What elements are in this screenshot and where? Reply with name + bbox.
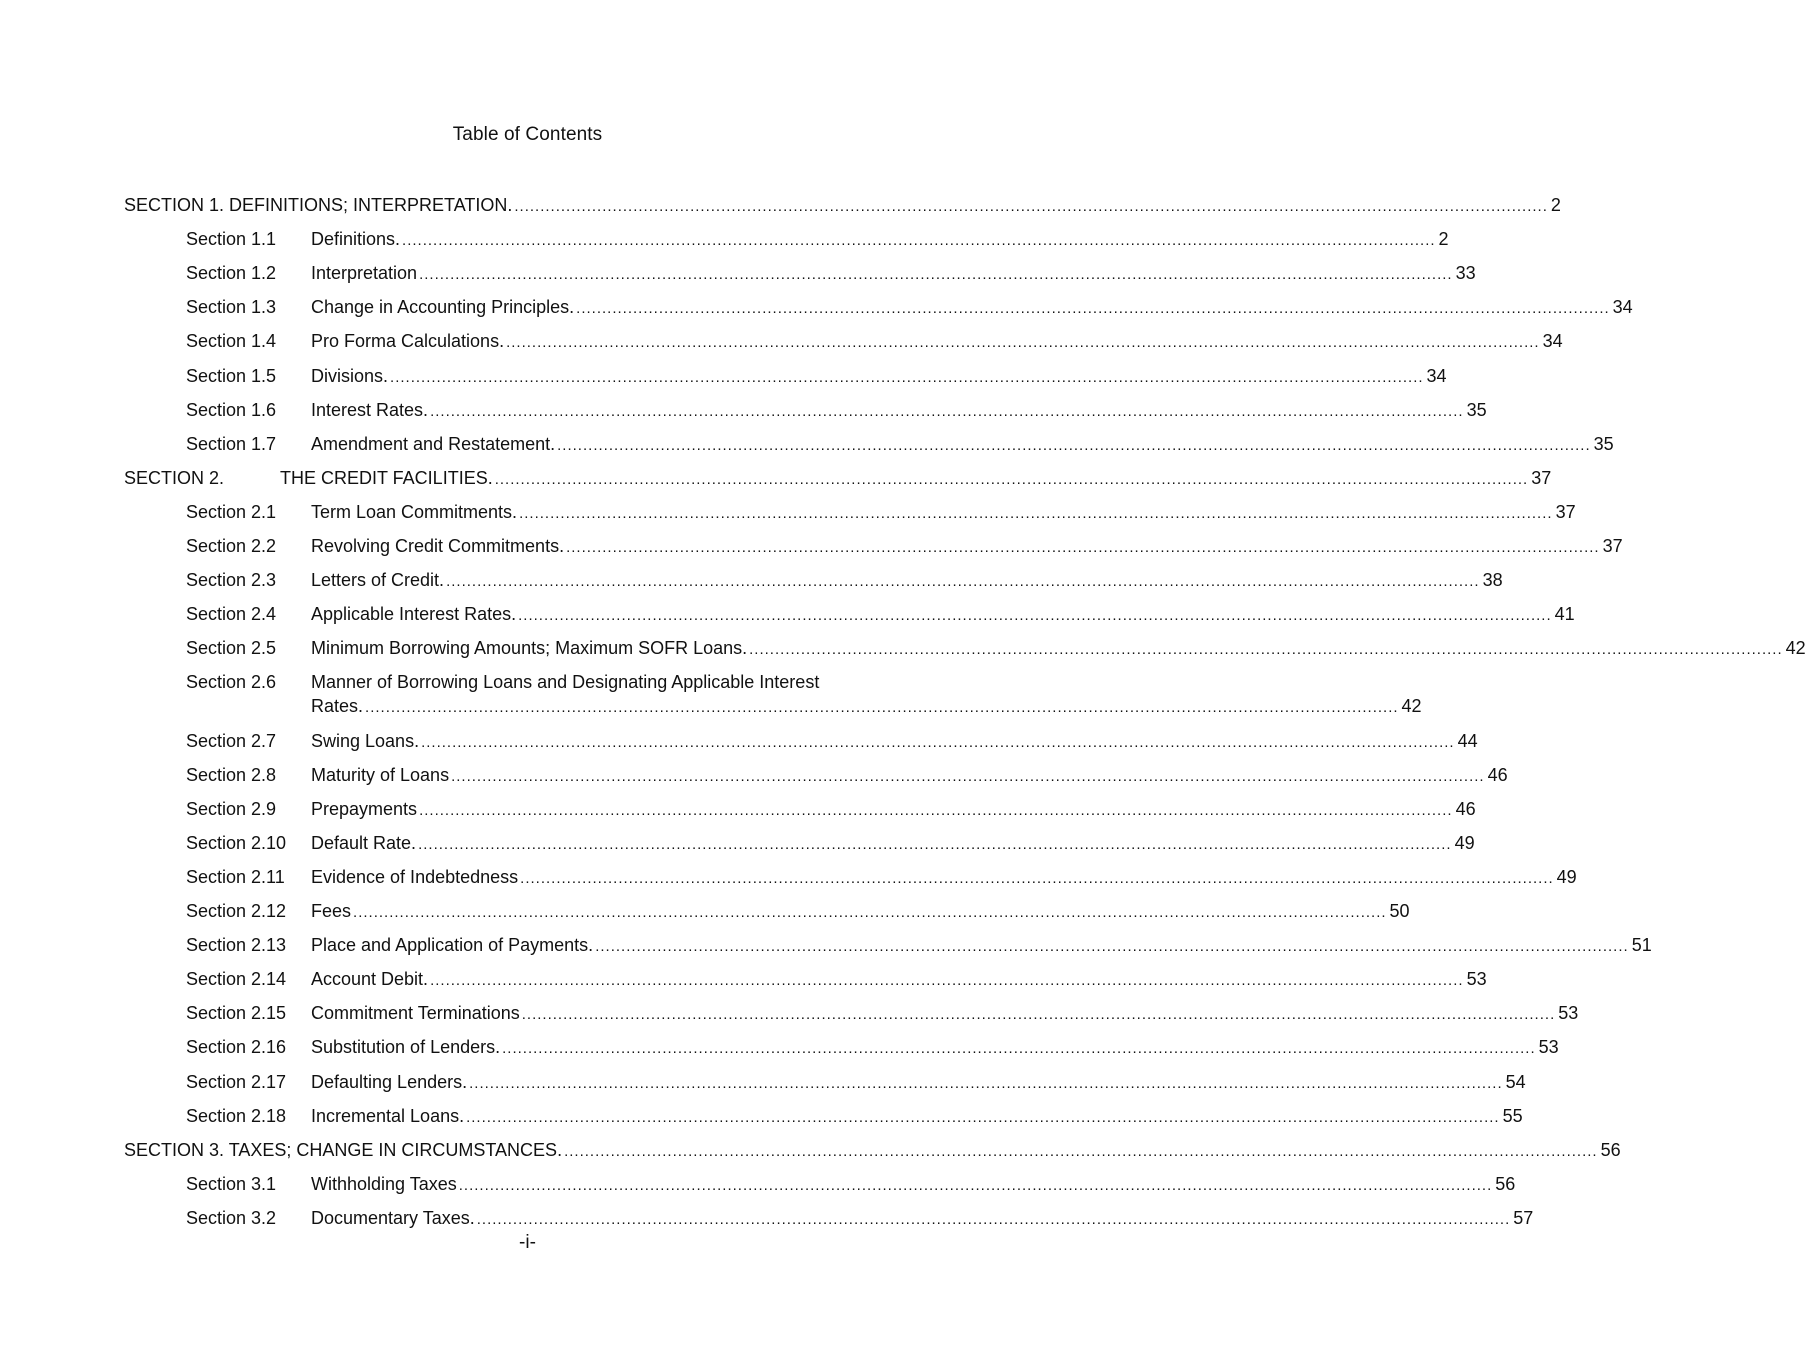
toc-entry-title[interactable]: Pro Forma Calculations. bbox=[311, 331, 505, 351]
toc-section-number: Section 2.4 bbox=[186, 604, 277, 624]
dot-leader: ........................................................................................................................................................................................................ bbox=[494, 471, 1529, 488]
toc-entry-title[interactable]: Swing Loans. bbox=[311, 731, 420, 751]
toc-entry-title[interactable]: Maturity of Loans bbox=[311, 765, 450, 785]
toc-page-number[interactable]: 37 bbox=[1555, 502, 1576, 522]
toc-page-number[interactable]: 35 bbox=[1593, 434, 1614, 454]
toc-section-entry[interactable] bbox=[0, 467, 1552, 489]
toc-subsection-entry[interactable] bbox=[0, 900, 1410, 922]
toc-subsection-entry[interactable] bbox=[0, 501, 1576, 523]
toc-section-number: Section 2.16 bbox=[186, 1037, 287, 1057]
toc-leader-line bbox=[311, 695, 1422, 719]
toc-subsection-entry[interactable] bbox=[0, 832, 1475, 854]
toc-page-number[interactable]: 37 bbox=[1531, 468, 1552, 488]
toc-page-number[interactable]: 53 bbox=[1466, 969, 1487, 989]
toc-page-number[interactable]: 34 bbox=[1612, 297, 1633, 317]
toc-subsection-entry[interactable] bbox=[0, 569, 1503, 591]
dot-leader: ........................................................................................................................................................................................................ bbox=[749, 641, 1783, 658]
toc-page-number[interactable]: 57 bbox=[1513, 1208, 1534, 1228]
toc-leader-line bbox=[311, 1071, 1526, 1095]
toc-section-number: Section 2.18 bbox=[186, 1106, 287, 1126]
toc-section-number: Section 1.3 bbox=[186, 297, 277, 317]
toc-section-number: Section 2.10 bbox=[186, 833, 287, 853]
toc-entry-title[interactable]: Term Loan Commitments. bbox=[311, 502, 518, 522]
toc-leader-line bbox=[311, 1002, 1579, 1026]
toc-section-number: Section 2.12 bbox=[186, 901, 287, 921]
dot-leader: ........................................................................................................................................................................................................ bbox=[514, 198, 1548, 215]
toc-subsection-entry[interactable] bbox=[0, 399, 1487, 421]
toc-leader-line bbox=[311, 228, 1449, 252]
toc-entry-title[interactable]: Minimum Borrowing Amounts; Maximum SOFR Loans. bbox=[311, 638, 748, 658]
toc-page-number[interactable]: 34 bbox=[1426, 366, 1447, 386]
dot-leader: ........................................................................................................................................................................................................ bbox=[458, 1177, 1493, 1194]
toc-leader-line bbox=[311, 433, 1614, 457]
toc-subsection-entry[interactable] bbox=[0, 1002, 1579, 1024]
toc-section-number: Section 2.3 bbox=[186, 570, 277, 590]
toc-entry-title[interactable]: Incremental Loans. bbox=[311, 1106, 465, 1126]
toc-subsection-entry[interactable] bbox=[0, 330, 1563, 352]
toc-entry-title[interactable]: Defaulting Lenders. bbox=[311, 1072, 468, 1092]
toc-entry-title[interactable]: THE CREDIT FACILITIES. bbox=[280, 468, 493, 488]
toc-page-number[interactable]: 38 bbox=[1482, 570, 1503, 590]
toc-entry-title[interactable]: Place and Application of Payments. bbox=[311, 935, 594, 955]
toc-entry-title[interactable]: Definitions. bbox=[311, 229, 401, 249]
toc-page-number[interactable]: 56 bbox=[1495, 1174, 1516, 1194]
toc-section-number: Section 2.2 bbox=[186, 536, 277, 556]
toc-section-number: Section 2.6 bbox=[186, 672, 277, 692]
toc-page-number[interactable]: 2 bbox=[1550, 195, 1561, 215]
toc-page-number[interactable]: 34 bbox=[1542, 331, 1563, 351]
toc-leader-line bbox=[311, 764, 1508, 788]
toc-page-number[interactable]: 42 bbox=[1785, 638, 1806, 658]
page-number-footer: -i- bbox=[519, 1232, 536, 1253]
toc-section-number: Section 3.1 bbox=[186, 1174, 277, 1194]
toc-section-number: Section 2.14 bbox=[186, 969, 287, 989]
toc-section-number: SECTION 2. bbox=[124, 468, 225, 488]
toc-page-number[interactable]: 35 bbox=[1466, 400, 1487, 420]
toc-leader-line bbox=[311, 968, 1487, 992]
toc-section-number: Section 2.11 bbox=[186, 867, 285, 887]
dot-leader: ........................................................................................................................................................................................................ bbox=[402, 232, 1436, 249]
toc-entry-title[interactable]: Rates. bbox=[311, 696, 364, 716]
toc-leader-line bbox=[311, 296, 1633, 320]
dot-leader: ........................................................................................................................................................................................................ bbox=[519, 505, 1553, 522]
toc-leader-line bbox=[311, 1036, 1559, 1060]
toc-subsection-entry[interactable] bbox=[0, 1105, 1523, 1127]
toc-subsection-entry[interactable] bbox=[0, 1036, 1559, 1058]
toc-entry-title[interactable]: Prepayments bbox=[311, 799, 418, 819]
toc-page-number[interactable]: 46 bbox=[1455, 799, 1476, 819]
toc-entry-title[interactable]: Commitment Terminations bbox=[311, 1003, 520, 1023]
toc-leader-line bbox=[311, 1173, 1516, 1197]
toc-entry-title[interactable]: Divisions. bbox=[311, 366, 389, 386]
toc-section-number: Section 2.7 bbox=[186, 731, 277, 751]
toc-subsection-entry[interactable] bbox=[0, 535, 1623, 557]
toc-page-number[interactable]: 41 bbox=[1554, 604, 1575, 624]
toc-subsection-entry[interactable] bbox=[0, 365, 1447, 387]
toc-section-number: Section 3.2 bbox=[186, 1208, 277, 1228]
toc-entry-title[interactable]: Manner of Borrowing Loans and Designating Applicable Interest bbox=[311, 672, 820, 692]
toc-page-number[interactable]: 51 bbox=[1631, 935, 1652, 955]
toc-page-number[interactable]: 53 bbox=[1558, 1003, 1579, 1023]
dot-leader: ........................................................................................................................................................................................................ bbox=[520, 870, 1554, 887]
toc-entry-title[interactable]: Withholding Taxes bbox=[311, 1174, 457, 1194]
toc-entry-title[interactable]: SECTION 1. DEFINITIONS; INTERPRETATION. bbox=[124, 195, 513, 215]
toc-leader-line bbox=[311, 832, 1475, 856]
toc-page-number[interactable]: 33 bbox=[1455, 263, 1476, 283]
toc-entry-title[interactable]: Interpretation bbox=[311, 263, 418, 283]
dot-leader: ........................................................................................................................................................................................................ bbox=[502, 1040, 1536, 1057]
toc-subsection-entry[interactable] bbox=[0, 764, 1508, 786]
dot-leader: ........................................................................................................................................................................................................ bbox=[446, 573, 1480, 590]
toc-leader-line bbox=[311, 262, 1476, 286]
toc-leader-line bbox=[311, 934, 1652, 958]
dot-leader: ........................................................................................................................................................................................................ bbox=[418, 836, 1452, 853]
dot-leader: ........................................................................................................................................................................................................ bbox=[466, 1109, 1500, 1126]
toc-page-number[interactable]: 46 bbox=[1487, 765, 1508, 785]
toc-page-number[interactable]: 49 bbox=[1454, 833, 1475, 853]
dot-leader: ........................................................................................................................................................................................................ bbox=[430, 403, 1464, 420]
toc-leader-line bbox=[311, 603, 1575, 627]
toc-section-number: Section 1.7 bbox=[186, 434, 277, 454]
toc-entry-title[interactable]: Revolving Credit Commitments. bbox=[311, 536, 565, 556]
toc-entry-title[interactable]: Amendment and Restatement. bbox=[311, 434, 556, 454]
toc-leader-line bbox=[280, 467, 1552, 491]
toc-entry-title[interactable]: SECTION 3. TAXES; CHANGE IN CIRCUMSTANCES. bbox=[124, 1140, 563, 1160]
dot-leader: ........................................................................................................................................................................................................ bbox=[564, 1143, 1598, 1160]
toc-section-number: Section 2.5 bbox=[186, 638, 277, 658]
dot-leader: ........................................................................................................................................................................................................ bbox=[518, 607, 1552, 624]
toc-page-number[interactable]: 37 bbox=[1602, 536, 1623, 556]
toc-subsection-entry[interactable] bbox=[0, 968, 1487, 990]
toc-section-number: Section 2.17 bbox=[186, 1072, 287, 1092]
toc-entry-title[interactable]: Applicable Interest Rates. bbox=[311, 604, 517, 624]
toc-page-number[interactable]: 56 bbox=[1600, 1140, 1621, 1160]
toc-section-number: Section 2.15 bbox=[186, 1003, 287, 1023]
toc-subsection-entry[interactable] bbox=[0, 671, 1422, 717]
toc-subsection-entry[interactable] bbox=[0, 228, 1449, 250]
toc-section-number: Section 1.4 bbox=[186, 331, 277, 351]
dot-leader: ........................................................................................................................................................................................................ bbox=[419, 802, 1453, 819]
toc-subsection-entry[interactable] bbox=[0, 262, 1476, 284]
toc-section-number: Section 1.6 bbox=[186, 400, 277, 420]
dot-leader: ........................................................................................................................................................................................................ bbox=[451, 768, 1485, 785]
toc-page-number[interactable]: 49 bbox=[1556, 867, 1577, 887]
toc-subsection-entry[interactable] bbox=[0, 1173, 1516, 1195]
toc-subsection-entry[interactable] bbox=[0, 1071, 1526, 1093]
toc-section-entry[interactable] bbox=[0, 1139, 1621, 1161]
toc-page-number[interactable]: 44 bbox=[1457, 731, 1478, 751]
dot-leader: ........................................................................................................................................................................................................ bbox=[365, 699, 1399, 716]
toc-page-number[interactable]: 53 bbox=[1538, 1037, 1559, 1057]
toc-entry-title[interactable]: Evidence of Indebtedness bbox=[311, 867, 519, 887]
toc-entry-title[interactable]: Letters of Credit. bbox=[311, 570, 445, 590]
toc-subsection-entry[interactable] bbox=[0, 866, 1577, 888]
toc-section-number: Section 2.13 bbox=[186, 935, 287, 955]
toc-leader-line bbox=[124, 194, 1561, 218]
dot-leader: ........................................................................................................................................................................................................ bbox=[390, 369, 1424, 386]
dot-leader: ........................................................................................................................................................................................................ bbox=[419, 266, 1453, 283]
toc-subsection-entry[interactable] bbox=[0, 433, 1614, 455]
toc-section-number: Section 1.2 bbox=[186, 263, 277, 283]
toc-section-entry[interactable] bbox=[0, 194, 1561, 216]
toc-subsection-entry[interactable] bbox=[0, 296, 1633, 318]
toc-page-number[interactable]: 42 bbox=[1401, 696, 1422, 716]
toc-entry-title[interactable]: Fees bbox=[311, 901, 352, 921]
dot-leader: ........................................................................................................................................................................................................ bbox=[595, 938, 1629, 955]
toc-leader-line bbox=[311, 1105, 1523, 1129]
toc-leader-line bbox=[311, 399, 1487, 423]
toc-leader-line bbox=[311, 730, 1478, 754]
dot-leader: ........................................................................................................................................................................................................ bbox=[430, 972, 1464, 989]
toc-entry-title[interactable]: Account Debit. bbox=[311, 969, 429, 989]
toc-entry-title[interactable]: Substitution of Lenders. bbox=[311, 1037, 501, 1057]
toc-page-number[interactable]: 50 bbox=[1389, 901, 1410, 921]
dot-leader: ........................................................................................................................................................................................................ bbox=[566, 539, 1600, 556]
dot-leader: ........................................................................................................................................................................................................ bbox=[576, 300, 1610, 317]
toc-entry-title[interactable]: Interest Rates. bbox=[311, 400, 429, 420]
dot-leader: ........................................................................................................................................................................................................ bbox=[469, 1075, 1503, 1092]
toc-entry-title[interactable]: Default Rate. bbox=[311, 833, 417, 853]
dot-leader: ........................................................................................................................................................................................................ bbox=[353, 904, 1387, 921]
toc-section-number: Section 1.1 bbox=[186, 229, 277, 249]
toc-leader-line bbox=[311, 330, 1563, 354]
dot-leader: ........................................................................................................................................................................................................ bbox=[476, 1211, 1511, 1228]
toc-leader-line bbox=[311, 637, 1806, 661]
toc-subsection-entry[interactable] bbox=[0, 730, 1478, 752]
toc-leader-line bbox=[311, 1207, 1534, 1231]
toc-leader-line bbox=[311, 900, 1410, 924]
toc-subsection-entry[interactable] bbox=[0, 603, 1575, 625]
toc-subsection-entry[interactable] bbox=[0, 934, 1652, 956]
toc-leader-line bbox=[311, 535, 1623, 559]
dot-leader: ........................................................................................................................................................................................................ bbox=[557, 437, 1591, 454]
page-title: Table of Contents bbox=[452, 124, 603, 145]
dot-leader: ........................................................................................................................................................................................................ bbox=[421, 734, 1455, 751]
toc-page-number[interactable]: 54 bbox=[1505, 1072, 1526, 1092]
toc-section-number: Section 2.8 bbox=[186, 765, 277, 785]
toc-leader-line bbox=[311, 569, 1503, 593]
toc-section-number: Section 2.9 bbox=[186, 799, 277, 819]
toc-entry-title[interactable]: Change in Accounting Principles. bbox=[311, 297, 575, 317]
toc-leader-line bbox=[124, 1139, 1621, 1163]
toc-page-number[interactable]: 55 bbox=[1502, 1106, 1523, 1126]
toc-leader-line bbox=[311, 798, 1476, 822]
toc-subsection-entry[interactable] bbox=[0, 1207, 1534, 1229]
toc-page-number[interactable]: 2 bbox=[1438, 229, 1449, 249]
toc-leader-line bbox=[311, 866, 1577, 890]
toc-section-number: Section 1.5 bbox=[186, 366, 277, 386]
toc-leader-line bbox=[311, 365, 1447, 389]
toc-entry-title[interactable]: Documentary Taxes. bbox=[311, 1208, 475, 1228]
toc-section-number: Section 2.1 bbox=[186, 502, 277, 522]
toc-subsection-entry[interactable] bbox=[0, 798, 1476, 820]
toc-leader-line bbox=[311, 501, 1576, 525]
dot-leader: ........................................................................................................................................................................................................ bbox=[521, 1006, 1556, 1023]
toc-subsection-entry[interactable] bbox=[0, 637, 1806, 659]
dot-leader: ........................................................................................................................................................................................................ bbox=[506, 334, 1540, 351]
